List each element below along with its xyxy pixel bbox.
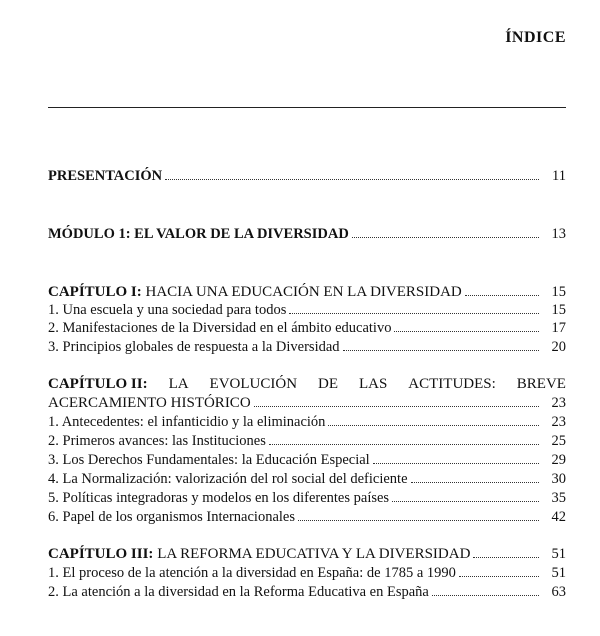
toc-page-number: 25 [551, 433, 566, 449]
toc-entry-modulo-1 [48, 225, 566, 243]
toc-subentry [48, 301, 566, 319]
toc-page-number: 17 [551, 320, 566, 336]
dot-leader [352, 225, 539, 238]
chapter-label: CAPÍTULO III: [48, 546, 154, 562]
chapter-label: CAPÍTULO I: [48, 284, 142, 300]
chapter-title-word: LAS [358, 376, 388, 392]
toc-page-number: 11 [552, 168, 566, 184]
toc-entry-capitulo-2-line-2 [48, 394, 566, 412]
toc-page-number: 23 [551, 395, 566, 411]
chapter-label: CAPÍTULO II: [48, 376, 148, 392]
toc-page-number: 42 [551, 509, 566, 525]
toc-page-number: 20 [551, 339, 566, 355]
toc-subentry [48, 319, 566, 337]
toc-entry-presentacion [48, 167, 566, 185]
toc-entry-title: 2. Manifestaciones de la Diversidad en el ámbito educativo [48, 320, 392, 336]
toc-page-number: 30 [551, 471, 566, 487]
toc-entry-title: 4. La Normalización: valorización del rol social del deficiente [48, 471, 408, 487]
chapter-title: HACIA UNA EDUCACIÓN EN LA DIVERSIDAD [141, 284, 462, 300]
toc-subentry [48, 338, 566, 356]
toc-entry-capitulo-2-line-1 [48, 375, 566, 393]
dot-leader [254, 394, 539, 407]
toc-entry-title: 1. El proceso de la atención a la diversidad en España: de 1785 a 1990 [48, 565, 456, 581]
toc-page-number: 35 [551, 490, 566, 506]
chapter-title-word: BREVE [516, 376, 566, 392]
chapter-title-word: LA [168, 376, 189, 392]
toc-page-number: 15 [551, 302, 566, 318]
toc-entry-title: 2. La atención a la diversidad en la Reforma Educativa en España [48, 584, 429, 600]
toc-entry-capitulo-3 [48, 545, 566, 563]
toc-entry-title: 5. Políticas integradoras y modelos en los diferentes países [48, 490, 390, 506]
chapter-title-word: EVOLUCIÓN [209, 376, 298, 392]
toc-subentry [48, 413, 566, 431]
dot-leader [394, 319, 539, 332]
toc-entry-title: 3. Principios globales de respuesta a la Diversidad [48, 339, 340, 355]
dot-leader [392, 489, 539, 502]
toc-subentry [48, 470, 566, 488]
toc-entry-title: 2. Primeros avances: las Instituciones [48, 433, 266, 449]
toc-subentry [48, 489, 566, 507]
dot-leader [411, 470, 539, 483]
page-title: ÍNDICE [505, 29, 566, 46]
dot-leader [373, 451, 539, 464]
toc-subentry [48, 451, 566, 469]
dot-leader [289, 301, 539, 314]
toc-entry-capitulo-1 [48, 283, 566, 301]
toc-subentry [48, 583, 566, 601]
dot-leader [328, 413, 539, 426]
toc-entry-title: MÓDULO 1: EL VALOR DE LA DIVERSIDAD [48, 226, 349, 242]
toc-subentry [48, 432, 566, 450]
chapter-title-word: ACTITUDES: [408, 376, 496, 392]
toc-entry-title: 1. Antecedentes: el infanticidio y la eliminación [48, 414, 326, 430]
chapter-title: LA REFORMA EDUCATIVA Y LA DIVERSIDAD [153, 546, 471, 562]
toc-page-number: 51 [551, 546, 566, 562]
dot-leader [465, 283, 539, 296]
dot-leader [298, 508, 539, 521]
toc-page-number: 63 [551, 584, 566, 600]
dot-leader [432, 583, 539, 596]
chapter-title-word: DE [318, 376, 339, 392]
toc-subentry [48, 508, 566, 526]
toc-entry-title: 1. Una escuela y una sociedad para todos [48, 302, 287, 318]
toc-page-number: 29 [551, 452, 566, 468]
toc-page-number: 13 [551, 226, 566, 242]
toc-entry-title: PRESENTACIÓN [48, 168, 163, 184]
dot-leader [459, 564, 539, 577]
dot-leader [165, 167, 539, 180]
toc-page-number: 15 [551, 284, 566, 300]
chapter-title: ACERCAMIENTO HISTÓRICO [48, 395, 251, 411]
toc-page-number: 23 [551, 414, 566, 430]
dot-leader [343, 338, 539, 351]
dot-leader [269, 432, 539, 445]
dot-leader [473, 545, 539, 558]
toc-entry-title: 3. Los Derechos Fundamentales: la Educación Especial [48, 452, 370, 468]
toc-subentry [48, 564, 566, 582]
header-divider [48, 107, 566, 108]
toc-entry-title: 6. Papel de los organismos Internacionales [48, 509, 295, 525]
toc-page-number: 51 [551, 565, 566, 581]
